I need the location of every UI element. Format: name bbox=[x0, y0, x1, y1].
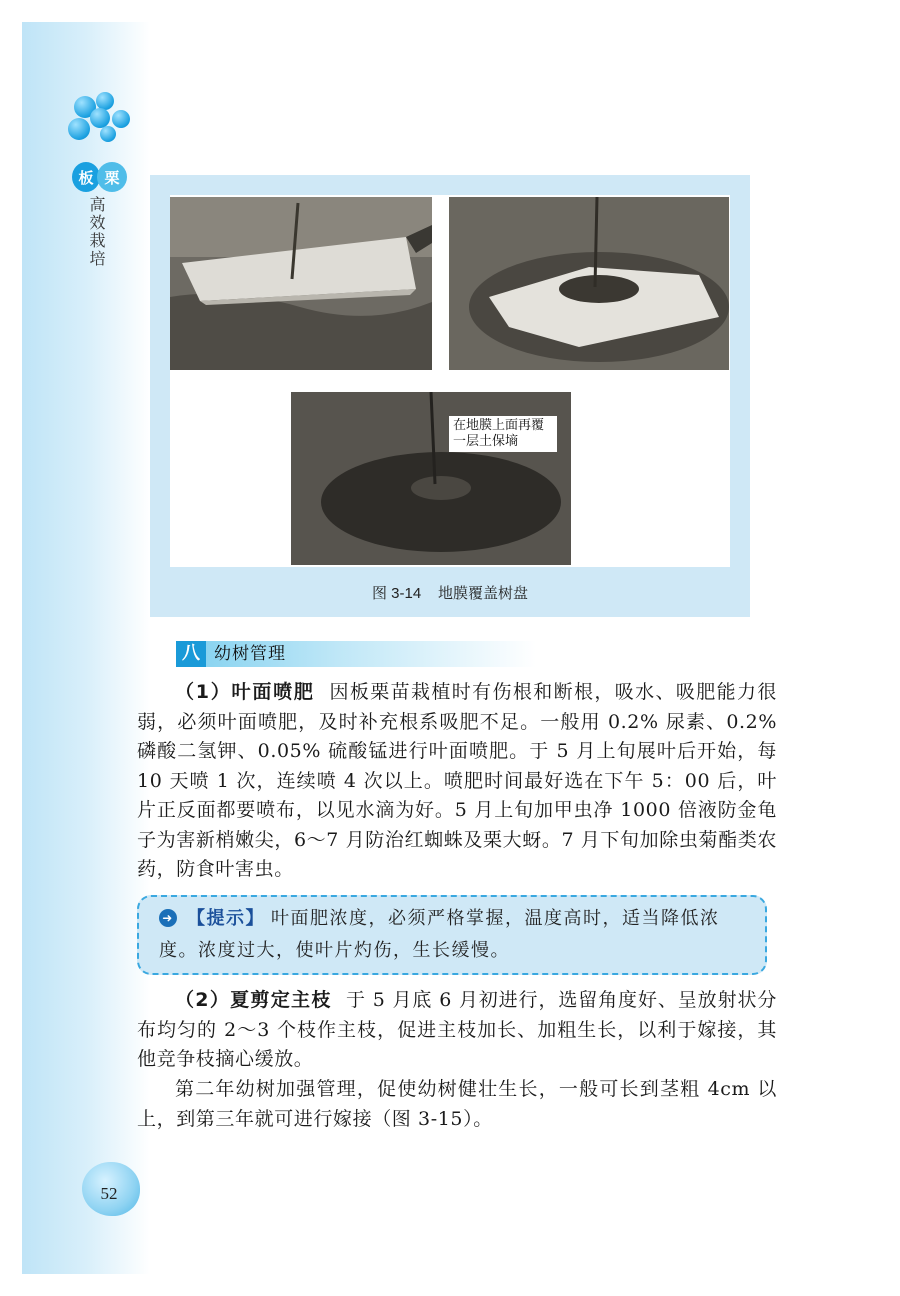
text-foliar-feeding: 因板栗苗栽植时有伤根和断根，吸水、吸肥能力很弱，必须叶面喷肥，及时补充根系吸肥不足。一般用 0.2% 尿素、0.2% 磷酸二氢钾、0.05% 硫酸锰进行叶面喷肥。于 5 月上旬展叶后开始，每 10 天喷 1 次，连续喷 4 次以上。喷肥时间最好选在下午 5：00 后，叶片正反面都要喷布，以见水滴为好。5 月上旬加甲虫净 1000 倍液防金龟子为害新梢嫩尖，6～7 月防治红蜘蛛及栗大蚜。7 月下旬加除虫菊酯类农药，防食叶害虫。 bbox=[137, 681, 777, 880]
book-subtitle: 高效栽培 bbox=[87, 196, 106, 268]
svg-text:栗: 栗 bbox=[104, 169, 120, 187]
text-second-year: 第二年幼树加强管理，促使幼树健壮生长，一般可长到茎粗 4cm 以上，到第三年就可进行嫁接（图 3-15）。 bbox=[137, 1078, 777, 1130]
figure-caption bbox=[150, 582, 750, 603]
caption-number: 图 3-14 bbox=[372, 585, 422, 602]
photo-film-covered bbox=[449, 197, 729, 370]
tip-text: 叶面肥浓度，必须严格掌握，温度高时，适当降低浓度。浓度过大，使叶片灼伤，生长缓慢。 bbox=[159, 908, 720, 961]
paragraph-foliar-feeding bbox=[137, 678, 777, 885]
decorative-dots bbox=[60, 92, 140, 152]
subheading-foliar-feeding: （1）叶面喷肥 bbox=[175, 681, 315, 703]
section-number: 八 bbox=[176, 641, 206, 667]
paragraph-second-year bbox=[137, 1075, 777, 1134]
tip-box bbox=[137, 895, 767, 975]
photo-film-laying bbox=[170, 197, 432, 370]
photo-label: 在地膜上面再覆一层土保墒 bbox=[453, 418, 545, 449]
section-title: 幼树管理 bbox=[214, 644, 286, 664]
svg-text:板: 板 bbox=[78, 169, 94, 187]
subheading-summer-pruning: （2）夏剪定主枝 bbox=[175, 989, 332, 1011]
text-summer-pruning: 于 5 月底 6 月初进行，选留角度好、呈放射状分布均匀的 2～3 个枝作主枝，促进主枝加长、加粗生长，以利于嫁接，其他竞争枝摘心缓放。 bbox=[137, 989, 777, 1070]
section-heading bbox=[176, 641, 536, 667]
tip-content bbox=[159, 903, 753, 967]
paragraph-summer-pruning bbox=[137, 986, 777, 1075]
arrow-right-icon: ➜ bbox=[159, 909, 177, 927]
caption-text: 地膜覆盖树盘 bbox=[437, 584, 528, 602]
photo-soil-over-film bbox=[291, 392, 571, 565]
page-number: 52 bbox=[100, 1184, 118, 1203]
tip-label: 【提示】 bbox=[187, 908, 265, 929]
book-logo bbox=[70, 160, 130, 194]
